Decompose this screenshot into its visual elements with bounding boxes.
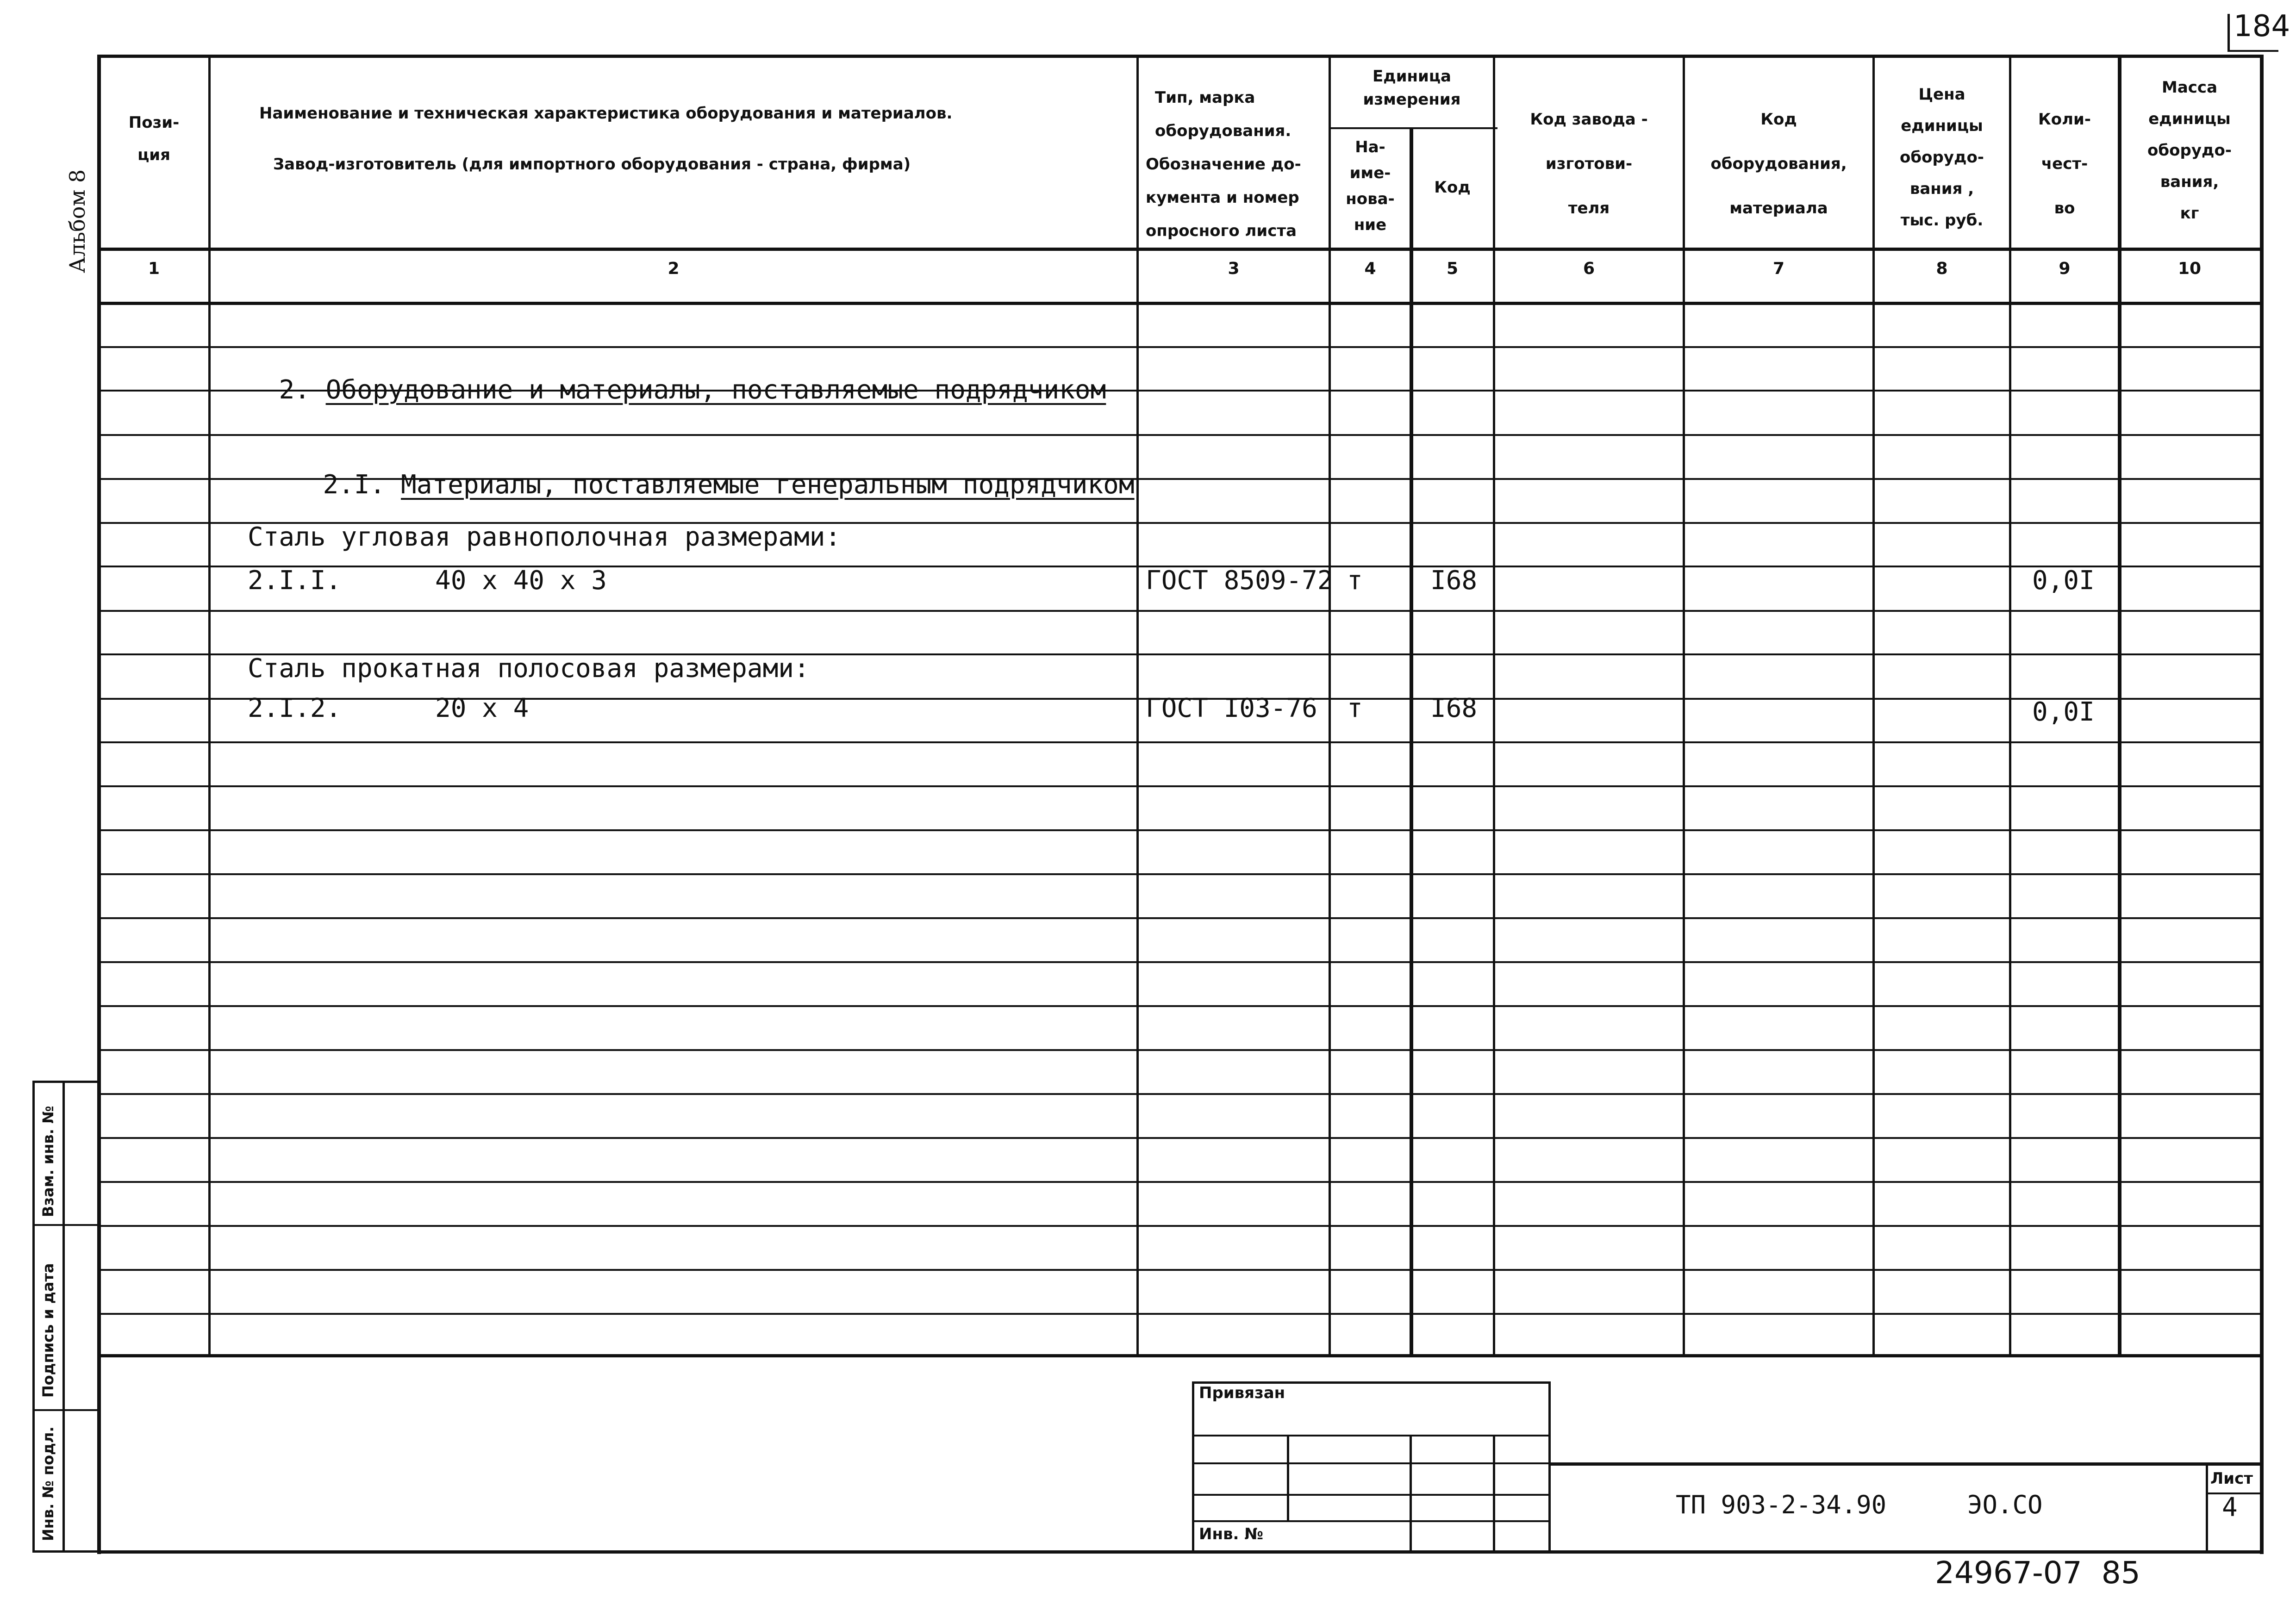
col-divider-3 — [1329, 55, 1331, 1357]
attached-label: Привязан — [1199, 1384, 1285, 1402]
group1-title: Сталь угловая равнополочная размерами: — [248, 522, 841, 552]
stamp-signature-date: Подпись и дата — [39, 1263, 57, 1398]
body-bottom-line — [97, 1354, 2264, 1357]
colnum-bottom-line — [97, 302, 2264, 305]
page-number: 184 — [2234, 9, 2290, 44]
col-divider-6 — [1683, 55, 1685, 1357]
header-col8: Цена единицы оборудо- вания , тыс. руб. — [1900, 85, 1984, 230]
colnum-9: 9 — [2059, 259, 2071, 278]
colnum-3: 3 — [1228, 259, 1240, 278]
colnum-4: 4 — [1364, 259, 1376, 278]
header-bottom-line — [97, 248, 2264, 251]
frame-bottom-line — [97, 1550, 2264, 1554]
doc-code: ТП 903-2-34.90 — [1676, 1490, 1887, 1519]
inv-no-label: Инв. № — [1199, 1525, 1264, 1543]
col-divider-7 — [1872, 55, 1875, 1357]
sheet-label: Лист — [2210, 1469, 2253, 1488]
header-col1: Пози- ция — [128, 113, 180, 164]
table-top-border — [97, 55, 2264, 58]
unit-group-line — [1331, 127, 1497, 129]
item1-doc: ГОСТ 8509-72 — [1146, 566, 1333, 596]
subsection-title: 2.I. Материалы, поставляемые генеральным подрядчиком — [323, 470, 1135, 500]
page-number-bracket — [2227, 14, 2230, 51]
item1-name: 40 х 40 х 3 — [435, 566, 607, 596]
col-divider-5 — [1493, 55, 1495, 1357]
item1-qty: 0,0I — [2032, 566, 2095, 596]
header-col10: Масса единицы оборудо- вания, кг — [2147, 78, 2232, 223]
item2-qty: 0,0I — [2032, 697, 2095, 727]
item1-code: I68 — [1430, 566, 1478, 596]
section-title: 2. Оборудование и материалы, поставляемые подрядчиком — [279, 375, 1106, 405]
header-col9: Коли- чест- во — [2038, 110, 2091, 218]
item2-name: 20 х 4 — [435, 693, 529, 723]
header-unit-group: Единица измерения — [1363, 67, 1461, 109]
album-label: Альбом 8 — [65, 169, 90, 273]
table-right-border — [2260, 55, 2264, 1554]
header-col2-line1: Наименование и техническая характеристика оборудования и материалов. — [259, 104, 953, 123]
page-number-underline — [2227, 50, 2278, 52]
header-col2-line2: Завод-изготовитель (для импортного оборудования - страна, фирма) — [273, 155, 911, 174]
sheet-number: 4 — [2222, 1492, 2238, 1523]
colnum-2: 2 — [668, 259, 680, 278]
colnum-8: 8 — [1936, 259, 1948, 278]
header-col7: Код оборудования, материала — [1710, 110, 1847, 218]
colnum-1: 1 — [148, 259, 160, 278]
col-divider-2 — [1136, 55, 1139, 1357]
group2-title: Сталь прокатная полосовая размерами: — [248, 653, 810, 684]
doc-mark: ЭО.СО — [1967, 1490, 2043, 1519]
item2-unit: т — [1347, 693, 1363, 723]
item1-unit: т — [1347, 566, 1363, 596]
header-col6: Код завода - изготови- теля — [1530, 110, 1648, 218]
item1-position: 2.I.I. — [248, 566, 342, 596]
col-divider-8 — [2009, 55, 2011, 1357]
col-divider-1 — [208, 55, 211, 1357]
stamp-replaces-inv: Взам. инв. № — [39, 1106, 57, 1217]
header-col4: На- име- нова- ние — [1346, 138, 1395, 234]
col-divider-9 — [2118, 55, 2121, 1357]
header-col3: Тип, марка оборудования. Обозначение до- кумента и номер опросного листа — [1146, 88, 1301, 240]
colnum-7: 7 — [1772, 259, 1785, 278]
header-col5: Код — [1434, 178, 1471, 197]
stamp-inv-orig: Инв. № подл. — [39, 1426, 57, 1541]
colnum-5: 5 — [1446, 259, 1459, 278]
item2-doc: ГОСТ I03-76 — [1146, 693, 1317, 723]
item2-code: I68 — [1430, 693, 1478, 723]
colnum-10: 10 — [2177, 259, 2202, 278]
colnum-6: 6 — [1583, 259, 1595, 278]
footer-archive-number: 24967-07 85 — [1935, 1555, 2140, 1591]
item2-position: 2.I.2. — [248, 693, 342, 723]
